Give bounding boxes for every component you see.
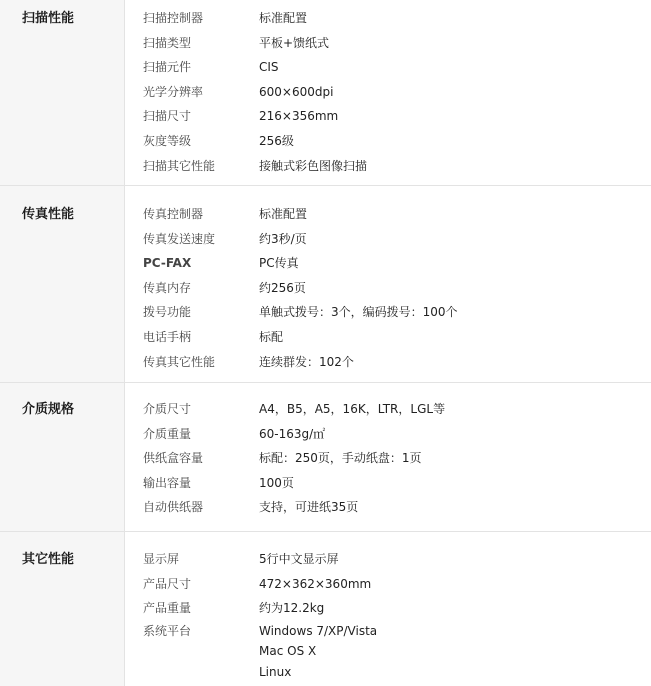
spec-value <box>259 202 307 227</box>
spec-row <box>143 276 651 301</box>
spec-row <box>143 251 651 276</box>
spec-value-line: 标配 <box>259 329 284 344</box>
spec-value <box>259 495 358 520</box>
spec-label: 扫描类型 <box>143 35 192 50</box>
spec-label: 扫描元件 <box>143 60 192 75</box>
spec-value-line: 约为12.2kg <box>259 601 325 616</box>
spec-value <box>259 621 377 683</box>
spec-label: 系统平台 <box>143 623 192 638</box>
spec-section <box>0 532 651 686</box>
spec-row <box>143 227 651 252</box>
spec-row <box>143 621 651 683</box>
spec-section <box>0 0 651 186</box>
spec-row <box>143 300 651 325</box>
spec-label: 传真内存 <box>143 280 192 295</box>
spec-value-line: 标配：250页，手动纸盘：1页 <box>259 451 422 466</box>
spec-label: 产品尺寸 <box>143 576 192 591</box>
spec-value <box>259 422 325 447</box>
spec-row <box>143 495 651 520</box>
spec-value <box>259 471 294 496</box>
spec-row <box>143 422 651 447</box>
spec-value <box>259 446 422 471</box>
spec-row <box>143 31 651 56</box>
spec-row <box>143 572 651 597</box>
spec-value-line: Windows 7/XP/Vista <box>259 623 378 638</box>
spec-value-line: PC传真 <box>259 256 299 271</box>
spec-value-line: 100页 <box>259 475 294 490</box>
spec-value <box>259 572 371 597</box>
spec-value-line: Mac OS X <box>259 644 317 659</box>
spec-row <box>143 6 651 31</box>
spec-row <box>143 325 651 350</box>
spec-label: 拨号功能 <box>143 305 192 320</box>
section-rows <box>125 383 651 531</box>
spec-label: 光学分辨率 <box>143 84 204 99</box>
section-title: 扫描性能 <box>0 0 125 185</box>
spec-label: 供纸盒容量 <box>143 451 204 466</box>
spec-label: 传真发送速度 <box>143 231 216 246</box>
spec-value-line: 约256页 <box>259 280 306 295</box>
spec-value-line: 支持，可进纸35页 <box>259 500 359 515</box>
spec-row <box>143 55 651 80</box>
spec-label: 介质尺寸 <box>143 402 192 416</box>
spec-row <box>143 104 651 129</box>
spec-label: 灰度等级 <box>143 133 192 148</box>
section-rows <box>125 186 651 382</box>
spec-value-line: 256级 <box>259 133 294 148</box>
spec-value-line: 单触式拨号：3个，编码拨号：100个 <box>259 305 458 320</box>
section-title: 介质规格 <box>0 383 125 531</box>
spec-label: 电话手柄 <box>143 329 192 344</box>
spec-value <box>259 227 307 252</box>
spec-label: 扫描尺寸 <box>143 109 192 124</box>
spec-value <box>259 80 333 105</box>
spec-value-line: 60-163g/㎡ <box>259 426 326 441</box>
spec-value-line: 平板+馈纸式 <box>259 35 330 50</box>
spec-label: 自动供纸器 <box>143 500 204 515</box>
spec-section <box>0 383 651 532</box>
spec-section <box>0 186 651 383</box>
spec-value-line: 216×356mm <box>259 109 339 124</box>
spec-row <box>143 446 651 471</box>
spec-value-line: 标准配置 <box>259 11 308 25</box>
spec-label: 输出容量 <box>143 475 192 490</box>
spec-value-line: CIS <box>259 60 279 75</box>
spec-row <box>143 350 651 375</box>
spec-value <box>259 350 354 375</box>
spec-value <box>259 55 279 80</box>
spec-label: 扫描控制器 <box>143 11 204 25</box>
spec-value-line: 标准配置 <box>259 207 308 221</box>
spec-row <box>143 471 651 496</box>
spec-value <box>259 31 329 56</box>
spec-value <box>259 251 299 276</box>
spec-value <box>259 276 306 301</box>
section-rows <box>125 0 651 185</box>
spec-label: 传真控制器 <box>143 207 204 221</box>
spec-row <box>143 547 651 572</box>
spec-value-line: 接触式彩色图像扫描 <box>259 158 368 173</box>
spec-value-line: A4，B5，A5，16K，LTR，LGL等 <box>259 402 446 416</box>
spec-label: 扫描其它性能 <box>143 158 216 173</box>
spec-value <box>259 129 294 154</box>
spec-value-line: 约3秒/页 <box>259 231 307 246</box>
section-title: 其它性能 <box>0 532 125 686</box>
spec-row <box>143 80 651 105</box>
spec-row <box>143 129 651 154</box>
spec-value <box>259 154 367 179</box>
spec-value <box>259 104 338 129</box>
spec-label: 产品重量 <box>143 601 192 616</box>
spec-value-line: 连续群发：102个 <box>259 354 354 369</box>
spec-label: 显示屏 <box>143 552 180 566</box>
spec-value-line: 472×362×360mm <box>259 576 372 591</box>
spec-value <box>259 6 307 31</box>
spec-value-line: 5行中文显示屏 <box>259 552 339 566</box>
spec-value <box>259 397 445 422</box>
spec-row <box>143 154 651 179</box>
spec-value <box>259 300 458 325</box>
spec-value-line: 600×600dpi <box>259 84 334 99</box>
spec-label: 传真其它性能 <box>143 354 216 369</box>
spec-row <box>143 397 651 422</box>
spec-row <box>143 596 651 621</box>
section-title: 传真性能 <box>0 186 125 382</box>
spec-value <box>259 325 283 350</box>
spec-row <box>143 202 651 227</box>
spec-label: PC-FAX <box>143 256 192 271</box>
spec-label: 介质重量 <box>143 426 192 441</box>
spec-value-line: Linux <box>259 664 292 679</box>
spec-value <box>259 596 324 621</box>
section-rows <box>125 532 651 686</box>
spec-value <box>259 547 339 572</box>
